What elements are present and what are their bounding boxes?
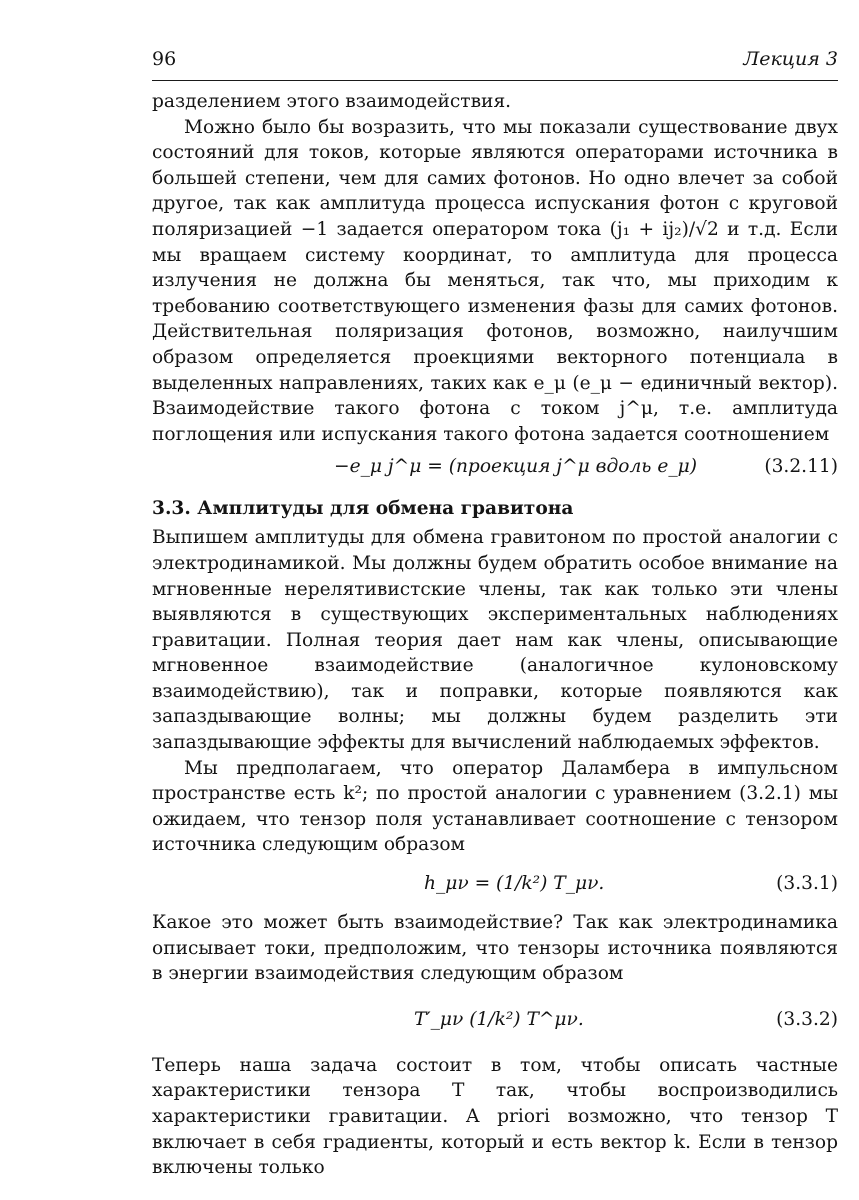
equation-3-2-11 xyxy=(152,447,838,487)
paragraph-tensor xyxy=(152,1053,838,1181)
paragraph-text: Выпишем амплитуды для обмена гравитоном по простой аналогии с электродинамикой. Мы должны будем обратить особое внимание на мгновенные нерелятивистские члены, так как только эти члены выявляются в существующих экспериментальных наблюдениях гравитации. Полная теория дает нам как члены, описывающие мгновенное взаимодействие (аналогичное кулоновскому взаимодействию), так и поправки, которые появляются как запаздывающие волны; мы должны будем разделить эти запаздывающие эффекты для вычислений наблюдаемых эффектов. xyxy=(152,527,838,754)
paragraph-interaction xyxy=(152,910,838,987)
equation-3-3-1 xyxy=(152,858,838,910)
paragraph-currents xyxy=(152,115,838,448)
equation-number: (3.2.11) xyxy=(764,456,838,478)
equation-formula: T′_μν (1/k²) T^μν. xyxy=(414,1008,584,1030)
page-number: 96 xyxy=(152,48,177,70)
paragraph-text: Какое это может быть взаимодействие? Так как электродинамика описывает токи, предположим, что тензоры источника появляются в энергии взаимодействия следующим образом xyxy=(152,912,838,985)
paragraph-continuation xyxy=(152,89,838,115)
equation-3-3-2 xyxy=(152,987,838,1053)
equation-formula: −e_μ j^μ = (проекция j^μ вдоль e_μ) xyxy=(334,456,697,478)
running-head xyxy=(152,44,838,81)
paragraph-text: Мы предполагаем, что оператор Даламбера в импульсном пространстве есть k²; по простой аналогии с уравнением (3.2.1) мы ожидаем, что тензор поля устанавливает соотношение с тензором источника следующим образом xyxy=(152,757,838,856)
lecture-title: Лекция 3 xyxy=(743,48,838,70)
paragraph-graviton-intro xyxy=(152,525,838,755)
equation-number: (3.3.2) xyxy=(776,1008,838,1030)
paragraph-text: разделением этого взаимодействия. xyxy=(152,91,512,112)
equation-formula: h_μν = (1/k²) T_μν. xyxy=(424,873,605,895)
paragraph-dalembert xyxy=(152,756,838,858)
paragraph-text: Можно было бы возразить, что мы показали существование двух состояний для токов, которые являются операторами источника в большей степени, чем для самих фотонов. Но одно влечет за собой другое, так как амплитуда процесса испускания фотон с круговой поляризацией −1 задается оператором тока (j₁ + ij₂)/√2 и т.д. Если мы вращаем систему координат, то амплитуда для процесса излучения не должна бы меняться, так что, мы приходим к требованию соответствующего изменения фазы для самих фотонов. Действительная поляризация фотонов, возможно, наилучшим образом определяется проекциями векторного потенциала в выделенных направлениях, таких как e_μ (e_μ − единичный вектор). Взаимодействие такого фотона с током j^μ, т.е. амплитуда поглощения или испускания такого фотона задается соотношением xyxy=(152,116,838,445)
equation-number: (3.3.1) xyxy=(776,873,838,895)
section-heading: 3.3. Амплитуды для обмена гравитона xyxy=(152,498,574,520)
page xyxy=(152,44,838,1181)
paragraph-text: Теперь наша задача состоит в том, чтобы описать частные характеристики тензора T так, чтобы воспроизводились характеристики гравитации. A priori возможно, что тензор T включает в себя градиенты, который и есть вектор k. Если в тензор включены только xyxy=(152,1054,838,1179)
